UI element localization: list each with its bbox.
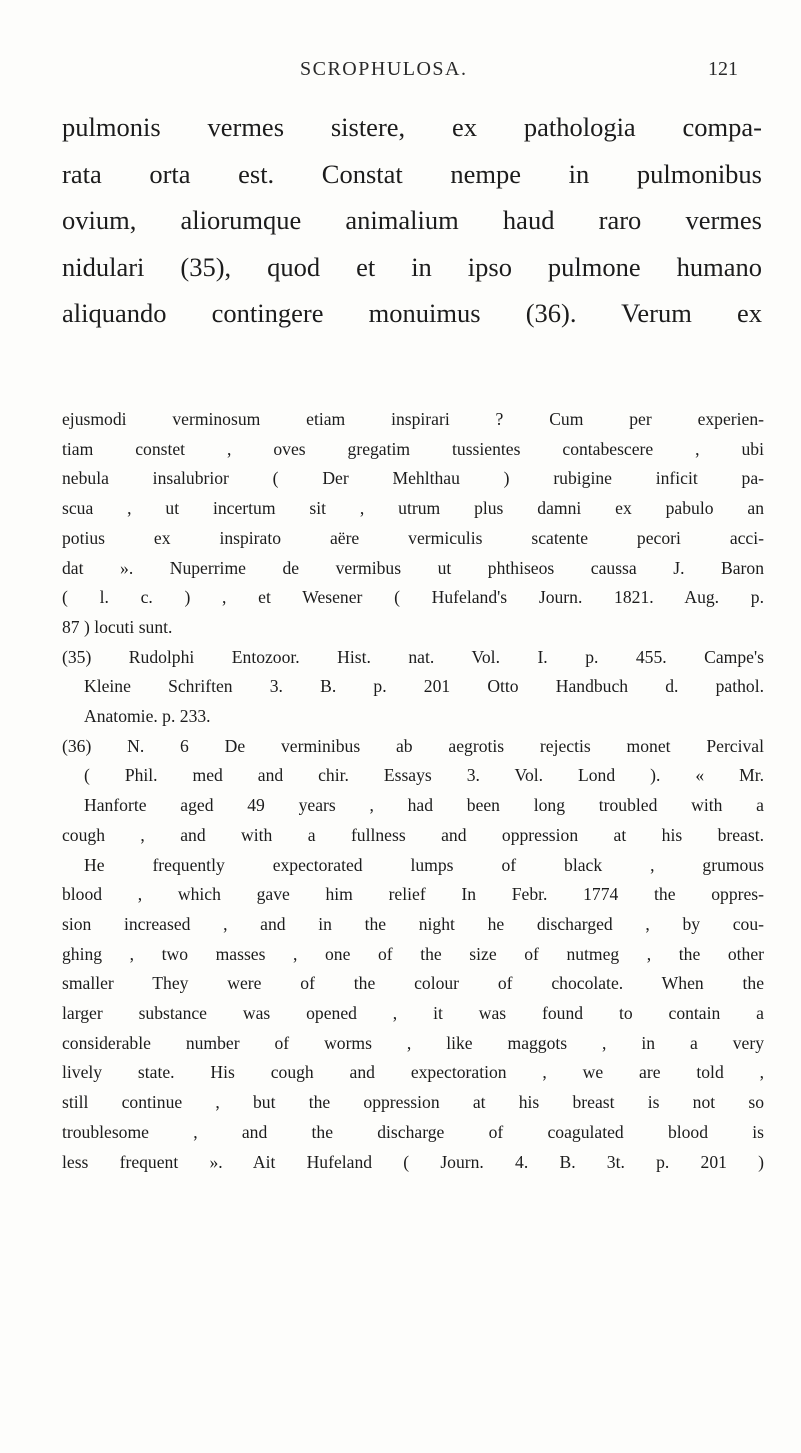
footnote-line: 87 ) locuti sunt. [62,616,173,637]
footnote-line: ejusmodi verminosum etiam inspirari ? Cum per experien- [62,409,764,429]
footnote-line: still continue , but the oppression at his breast is not so [62,1092,764,1113]
footnote-line: considerable number of worms , like maggots , in a very [62,1032,764,1053]
page-header [0,58,801,88]
footnote-line: less frequent ». Ait Hufeland ( Journ. 4. B. 3t. p. 201 ) [62,1151,764,1172]
body-text [62,104,762,337]
footnote-line: smaller They were of the colour of chocolate. When the [62,973,764,994]
footnote-line: He frequently expectorated lumps of black , grumous [84,854,764,875]
footnotes [62,405,764,1177]
body-line: rata orta est. Constat nempe in pulmonibus [62,158,762,189]
footnote-line: scua , ut incertum sit , utrum plus damni ex pabulo an [62,498,764,519]
footnote-36-line: (36) N. 6 De verminibus ab aegrotis rejectis monet Percival [62,735,764,756]
body-line: ovium, aliorumque animalium haud raro vermes [62,205,762,235]
footnote-line: Anatomie. p. 233. [84,706,211,727]
body-line: nidulari (35), quod et in ipso pulmone humano [62,251,762,282]
footnote-line: Kleine Schriften 3. B. p. 201 Otto Handbuch d. pathol. [84,676,764,697]
footnote-line: blood , which gave him relief In Febr. 1774 the oppres- [62,884,764,905]
running-title: SCROPHULOSA. [300,58,468,80]
footnote-35-line: (35) Rudolphi Entozoor. Hist. nat. Vol. I. p. 455. Campe's [62,646,764,667]
footnote-line: larger substance was opened , it was found to contain a [62,1003,764,1024]
footnote-line: troublesome , and the discharge of coagulated blood is [62,1121,764,1142]
footnote-line: nebula insalubrior ( Der Mehlthau ) rubigine inficit pa- [62,468,764,489]
footnote-line: dat ». Nuperrime de vermibus ut phthiseos caussa J. Baron [62,557,764,578]
footnote-line: ( l. c. ) , et Wesener ( Hufeland's Journ. 1821. Aug. p. [62,587,764,608]
footnote-line: potius ex inspirato aëre vermiculis scatente pecori acci- [62,527,764,548]
footnote-line: tiam constet , oves gregatim tussientes contabescere , ubi [62,438,764,459]
footnote-line: ghing , two masses , one of the size of nutmeg , the other [62,943,764,964]
footnote-line: Hanforte aged 49 years , had been long troubled with a [84,795,764,816]
body-line: aliquando contingere monuimus (36). Verum ex [62,298,762,328]
page-number: 121 [708,58,738,80]
footnote-line: lively state. His cough and expectoration , we are told , [62,1062,764,1083]
body-line: pulmonis vermes sistere, ex pathologia compa- [62,112,762,142]
footnote-line: cough , and with a fullness and oppression at his breast. [62,824,764,845]
footnote-line: ( Phil. med and chir. Essays 3. Vol. Lond ). « Mr. [84,765,764,786]
footnote-line: sion increased , and in the night he discharged , by cou- [62,913,764,934]
